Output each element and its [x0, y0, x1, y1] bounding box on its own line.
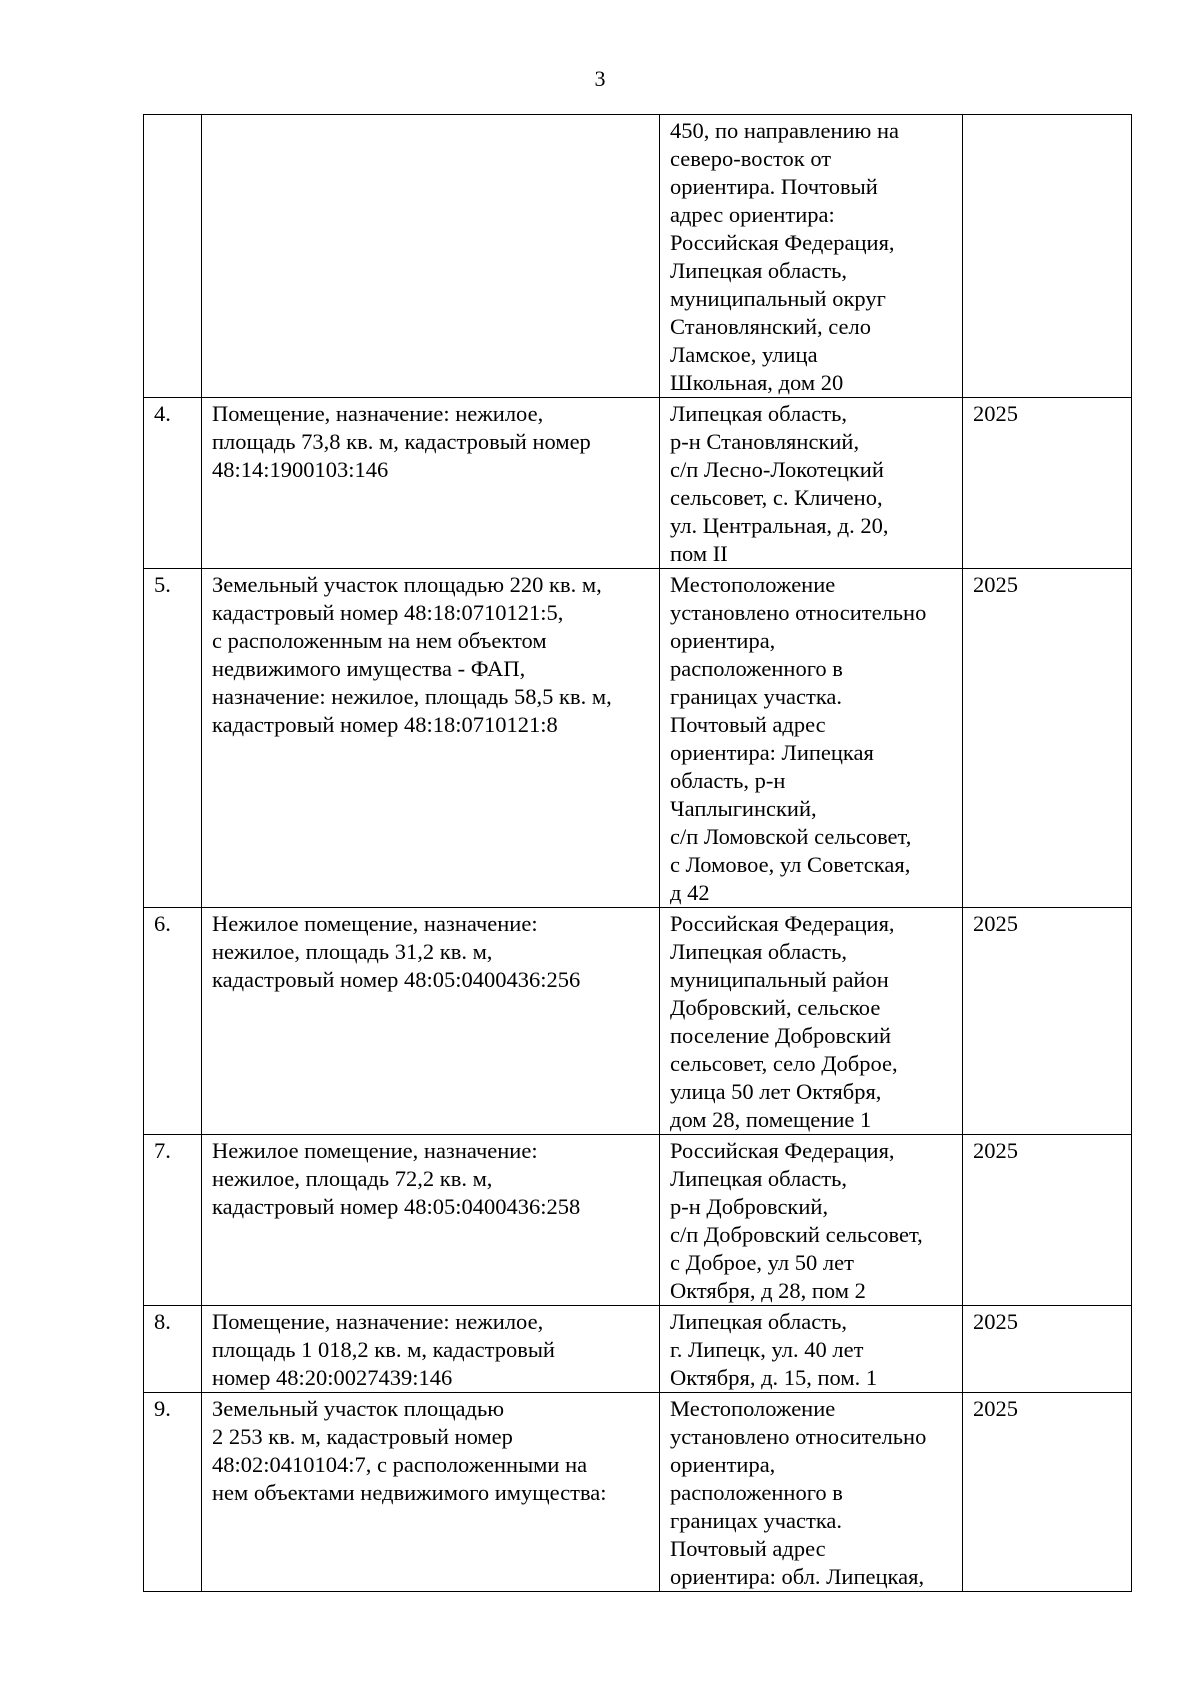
row-location: Местоположение установлено относительно ориентира, расположенного в границах участка. Почтовый адрес ориентира: Липецкая область, р-н Чаплыгинский, с/п Ломовской сельсовет, с Ломовое, ул Советская, д 42 — [660, 569, 963, 908]
row-number — [144, 115, 202, 398]
row-location: 450, по направлению на северо-восток от ориентира. Почтовый адрес ориентира: Российская Федерация, Липецкая область, муниципальный округ Становлянский, село Ламское, улица Школьная, дом 20 — [660, 115, 963, 398]
row-description: Помещение, назначение: нежилое, площадь 1 018,2 кв. м, кадастровый номер 48:20:0027439:146 — [202, 1306, 660, 1393]
row-year: 2025 — [963, 398, 1132, 569]
row-location: Российская Федерация, Липецкая область, муниципальный район Добровский, сельское поселение Добровский сельсовет, село Доброе, улица 50 лет Октября, дом 28, помещение 1 — [660, 908, 963, 1135]
property-table — [143, 114, 1132, 1592]
row-number: 4. — [144, 398, 202, 569]
row-location: Российская Федерация, Липецкая область, р-н Добровский, с/п Добровский сельсовет, с Доброе, ул 50 лет Октября, д 28, пом 2 — [660, 1135, 963, 1306]
row-number: 9. — [144, 1393, 202, 1592]
page-number: 3 — [594, 66, 606, 91]
row-year: 2025 — [963, 1135, 1132, 1306]
row-number: 8. — [144, 1306, 202, 1393]
row-location: Местоположение установлено относительно ориентира, расположенного в границах участка. Почтовый адрес ориентира: обл. Липецкая, — [660, 1393, 963, 1592]
row-description — [202, 115, 660, 398]
row-description: Земельный участок площадью 2 253 кв. м, кадастровый номер 48:02:0410104:7, с расположенными на нем объектами недвижимого имущества: — [202, 1393, 660, 1592]
row-year: 2025 — [963, 1306, 1132, 1393]
row-description: Нежилое помещение, назначение: нежилое, площадь 72,2 кв. м, кадастровый номер 48:05:0400436:258 — [202, 1135, 660, 1306]
row-description: Нежилое помещение, назначение: нежилое, площадь 31,2 кв. м, кадастровый номер 48:05:0400436:256 — [202, 908, 660, 1135]
row-description: Земельный участок площадью 220 кв. м, кадастровый номер 48:18:0710121:5, с расположенным на нем объектом недвижимого имущества - ФАП, назначение: нежилое, площадь 58,5 кв. м, кадастровый номер 48:18:0710121:8 — [202, 569, 660, 908]
row-year: 2025 — [963, 569, 1132, 908]
row-number: 6. — [144, 908, 202, 1135]
table-row — [144, 908, 1132, 1135]
table-row — [144, 1306, 1132, 1393]
row-location: Липецкая область, р-н Становлянский, с/п Лесно-Локотецкий сельсовет, с. Кличено, ул. Центральная, д. 20, пом II — [660, 398, 963, 569]
table-row — [144, 398, 1132, 569]
row-year: 2025 — [963, 908, 1132, 1135]
row-number: 7. — [144, 1135, 202, 1306]
table-row — [144, 1135, 1132, 1306]
table-row — [144, 1393, 1132, 1592]
row-location: Липецкая область, г. Липецк, ул. 40 лет Октября, д. 15, пом. 1 — [660, 1306, 963, 1393]
table-row — [144, 569, 1132, 908]
row-description: Помещение, назначение: нежилое, площадь 73,8 кв. м, кадастровый номер 48:14:1900103:146 — [202, 398, 660, 569]
row-year — [963, 115, 1132, 398]
row-year: 2025 — [963, 1393, 1132, 1592]
row-number: 5. — [144, 569, 202, 908]
table-row — [144, 115, 1132, 398]
